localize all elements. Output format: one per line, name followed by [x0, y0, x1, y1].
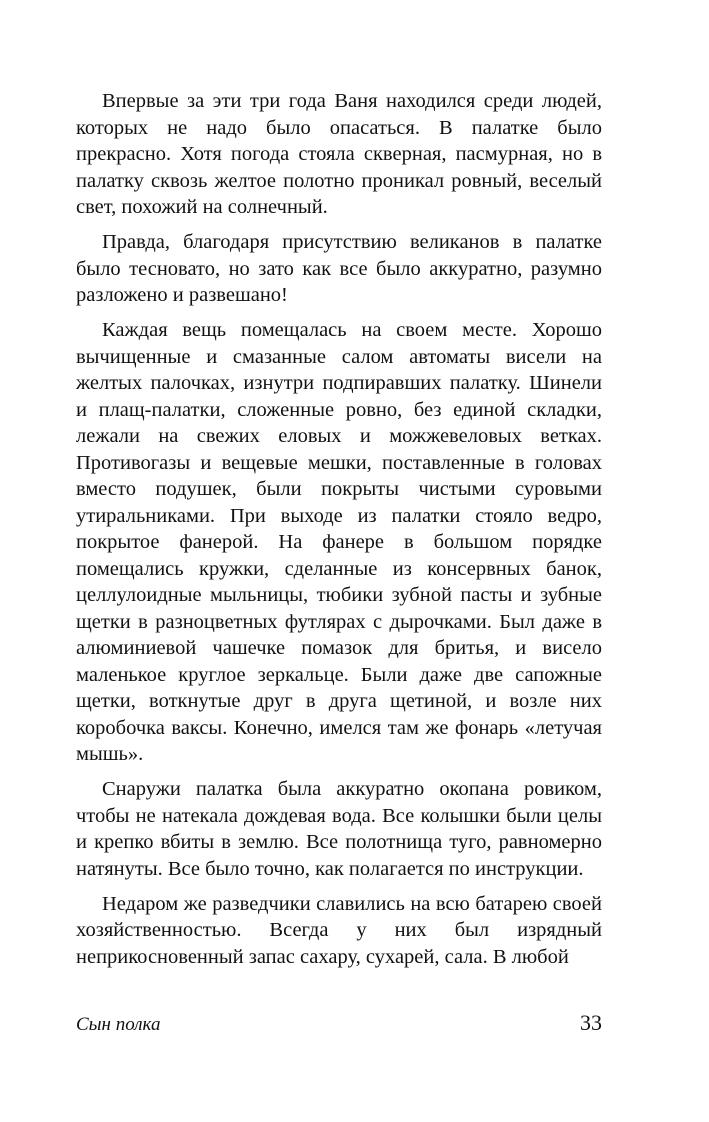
- paragraph-4: Снаружи палатка была аккуратно окопана ровиком, чтобы не натекала дождевая вода. Все колышки были целы и крепко вбиты в землю. Все полотнища туго, равномерно натянуты. Все было точно, как полагается по инструкции.: [76, 778, 602, 880]
- paragraph-3: Каждая вещь помещалась на своем месте. Хорошо вычищенные и смазанные салом автоматы висели на желтых палочках, изнутри подпиравших палатку. Шинели и плащ-палатки, сложенные ровно, без единой складки, лежали на свежих еловых и можжевеловых ветках. Противогазы и вещевые мешки, поставленные в головах вместо подушек, были покрыты чистыми суровыми утиральниками. При выходе из палатки стояло ведро, покрытое фанерой. На фанере в большом порядке помещались кружки, сделанные из консервных банок, целлулоидные мыльницы, тюбики зубной пасты и зубные щетки в разноцветных футлярах с дырочками. Был даже в алюминиевой чашечке помазок для бритья, и висело маленькое круглое зеркальце. Были даже две сапожные щетки, воткнутые друг в друга щетиной, и возле них коробочка ваксы. Конечно, имелся там же фонарь «летучая мышь».: [76, 319, 602, 765]
- running-title: Сын полка: [76, 1014, 161, 1035]
- paragraph-5: Недаром же разведчики славились на всю батарею своей хозяйственностью. Всегда у них был изрядный неприкосновенный запас сахару, сухарей, сала. В любой: [76, 892, 602, 968]
- paragraph-1: Впервые за эти три года Ваня находился среди людей, которых не надо было опасаться. В палатке было прекрасно. Хотя погода стояла скверная, пасмурная, но в палатку сквозь желтое полотно проникал ровный, веселый свет, похожий на солнечный.: [76, 90, 602, 218]
- paragraph-2: Правда, благодаря присутствию великанов в палатке было тесновато, но зато как все было аккуратно, разумно разложено и развешано!: [76, 231, 602, 306]
- page-number: 33: [580, 1010, 602, 1035]
- page-footer: [76, 1010, 602, 1040]
- page-body: [76, 88, 602, 979]
